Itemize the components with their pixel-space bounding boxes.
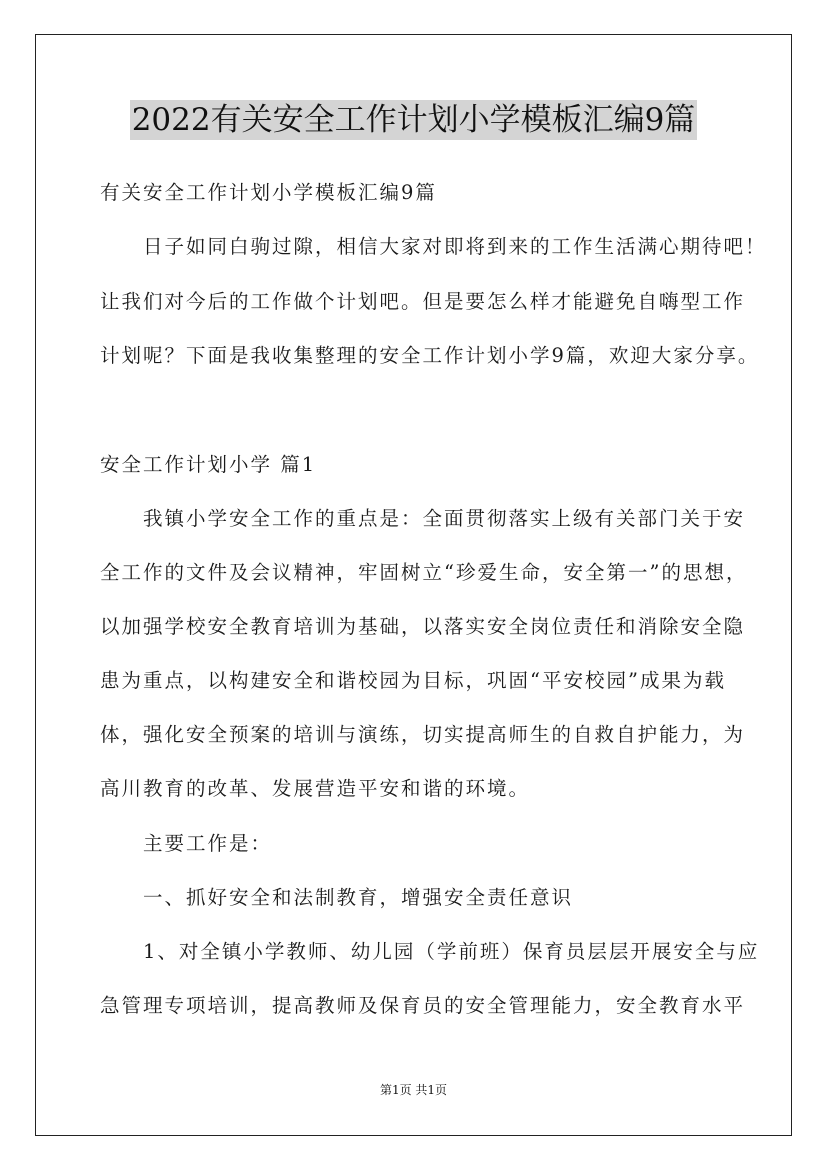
section-line-4: 患为重点，以构建安全和谐校园为目标，巩固“平安校园”成果为载 bbox=[100, 669, 726, 692]
intro-line-2: 让我们对今后的工作做个计划吧。但是要怎么样才能避免自嗨型工作 bbox=[100, 290, 746, 313]
item-one-line-1: 1、对全镇小学教师、幼儿园（学前班）保育员层层开展安全与应 bbox=[143, 940, 760, 963]
intro-line-3: 计划呢？下面是我收集整理的安全工作计划小学9篇，欢迎大家分享。 bbox=[100, 344, 760, 367]
document-subtitle: 有关安全工作计划小学模板汇编9篇 bbox=[100, 181, 437, 204]
section-line-2: 全工作的文件及会议精神，牢固树立“珍爱生命，安全第一”的思想， bbox=[100, 561, 748, 584]
section-heading: 安全工作计划小学 篇1 bbox=[100, 453, 317, 476]
intro-line-1: 日子如同白驹过隙，相信大家对即将到来的工作生活满心期待吧！ bbox=[143, 235, 767, 258]
section-line-3: 以加强学校安全教育培训为基础，以落实安全岗位责任和消除安全隐 bbox=[100, 615, 746, 638]
page-footer: 第1页 共1页 bbox=[379, 1083, 448, 1097]
section-line-6: 高川教育的改革、发展营造平安和谐的环境。 bbox=[100, 777, 531, 800]
main-work-label: 主要工作是： bbox=[143, 832, 273, 855]
section-line-5: 体，强化安全预案的培训与演练，切实提高师生的自救自护能力，为 bbox=[100, 723, 746, 746]
item-one-line-2: 急管理专项培训，提高教师及保育员的安全管理能力，安全教育水平 bbox=[100, 994, 746, 1017]
item-one-heading: 一、抓好安全和法制教育，增强安全责任意识 bbox=[143, 886, 574, 909]
section-line-1: 我镇小学安全工作的重点是：全面贯彻落实上级有关部门关于安 bbox=[143, 507, 746, 530]
title-container bbox=[0, 100, 827, 140]
document-title: 2022有关安全工作计划小学模板汇编9篇 bbox=[131, 102, 696, 138]
